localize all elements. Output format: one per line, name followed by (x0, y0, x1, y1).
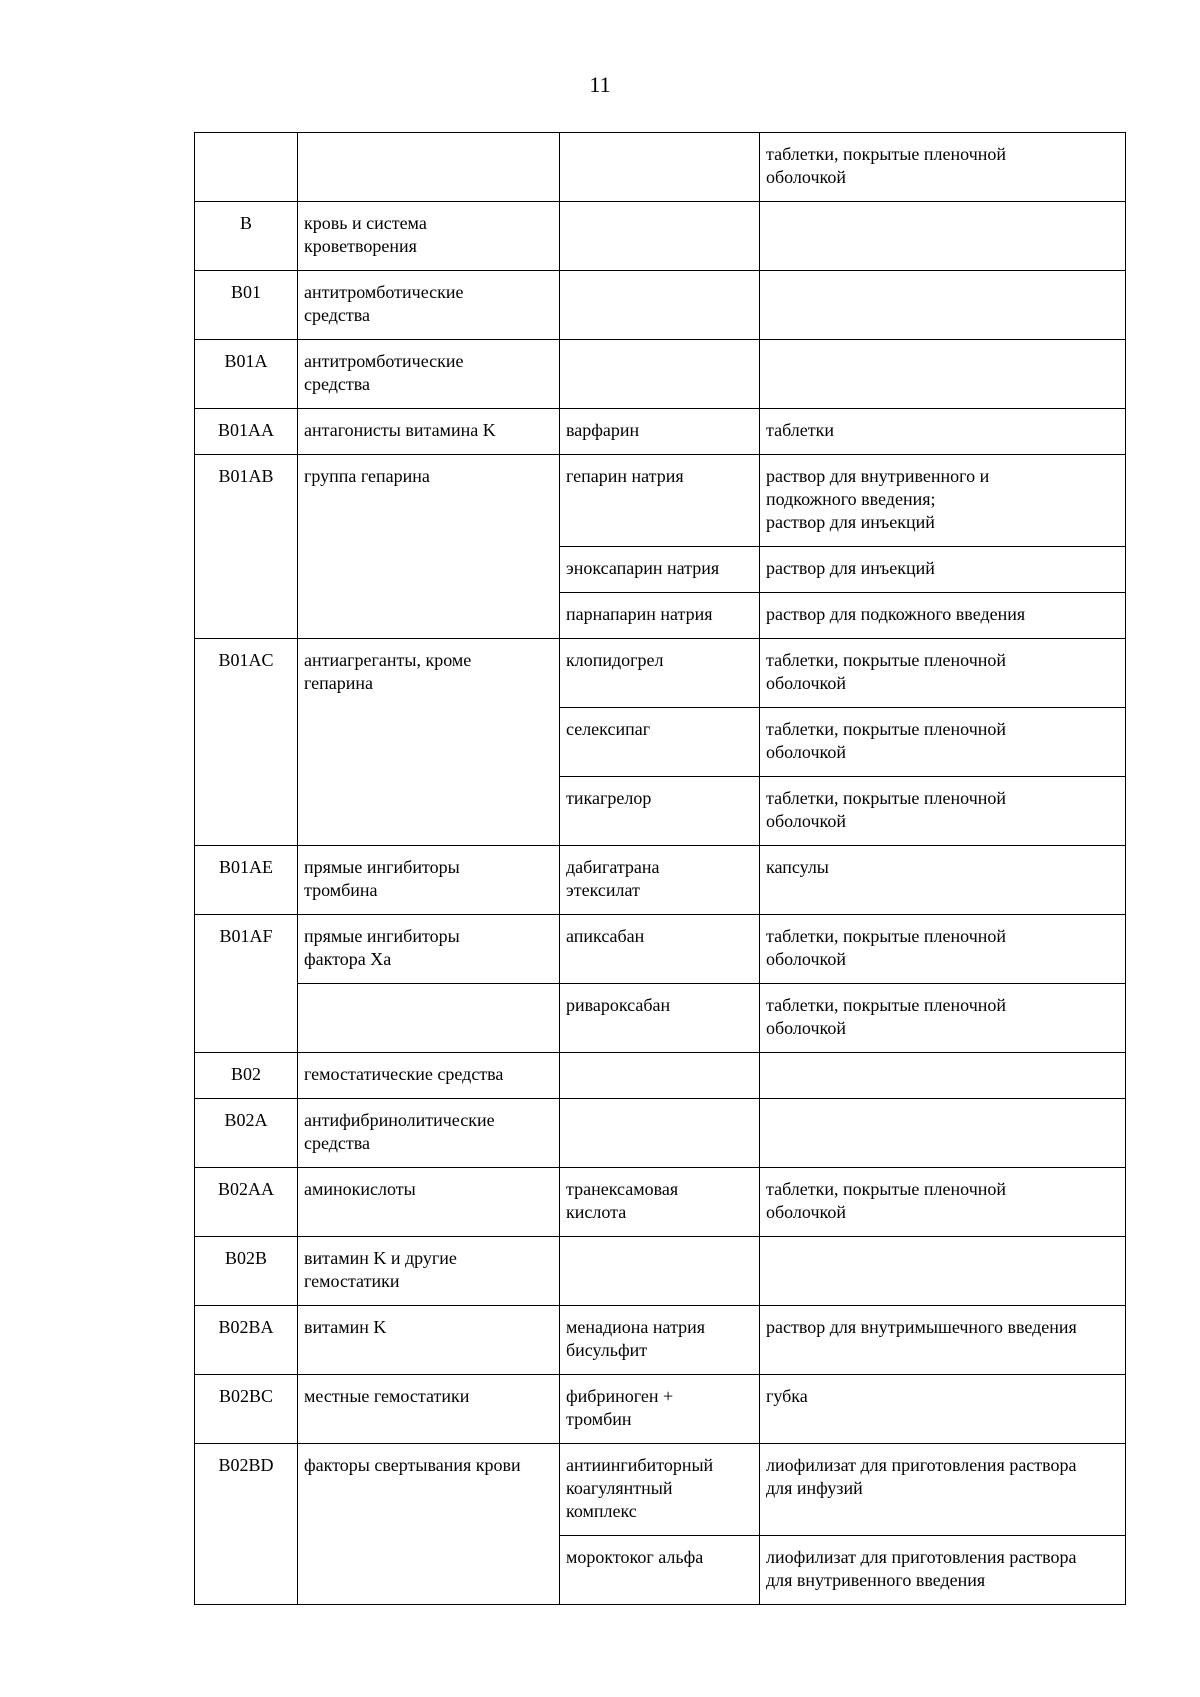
dosage-form-text: для инфузий (766, 1478, 863, 1498)
dosage-form-text: таблетки (766, 420, 835, 440)
dosage-form-cell (760, 202, 1126, 271)
group-name-text: антифибринолитические (304, 1110, 495, 1130)
dosage-form-text: оболочкой (766, 167, 846, 187)
group-name-cell (298, 1237, 560, 1306)
dosage-form-cell (760, 1306, 1126, 1375)
group-name-text: гепарина (304, 673, 374, 693)
atc-code-cell: B02BC (195, 1375, 298, 1444)
group-name-text: средства (304, 305, 371, 325)
atc-code-cell: B01A (195, 340, 298, 409)
dosage-form-cell (760, 1375, 1126, 1444)
dosage-form-text: таблетки, покрытые пленочной (766, 650, 1007, 670)
dosage-form-cell (760, 915, 1126, 984)
dosage-form-cell (760, 1168, 1126, 1237)
dosage-form-cell (760, 1536, 1126, 1605)
dosage-form-text: для внутривенного введения (766, 1570, 986, 1590)
drug-name-text: апиксабан (566, 926, 645, 946)
group-name-text: антитромботические (304, 282, 464, 302)
drug-name-cell (560, 846, 760, 915)
dosage-form-cell (760, 708, 1126, 777)
group-name-text: факторы свертывания крови (304, 1455, 521, 1475)
dosage-form-text: оболочкой (766, 811, 846, 831)
drug-name-text: антиингибиторный (566, 1455, 714, 1475)
dosage-form-text: таблетки, покрытые пленочной (766, 719, 1007, 739)
dosage-form-cell (760, 133, 1126, 202)
table-row (195, 133, 1126, 202)
drug-name-cell (560, 1053, 760, 1099)
page-number: 11 (589, 72, 611, 97)
dosage-form-text: таблетки, покрытые пленочной (766, 788, 1007, 808)
table-row (195, 1099, 1126, 1168)
table-row (195, 1237, 1126, 1306)
group-name-cell (298, 455, 560, 639)
group-name-text: тромбина (304, 880, 378, 900)
drug-name-cell (560, 202, 760, 271)
drug-name-text: варфарин (566, 420, 640, 440)
atc-code-cell: B02BD (195, 1444, 298, 1605)
drug-name-cell (560, 984, 760, 1053)
table-row (195, 1053, 1126, 1099)
table-row (195, 409, 1126, 455)
drug-name-cell (560, 1237, 760, 1306)
group-name-cell (298, 1444, 560, 1605)
atc-code-cell: B02B (195, 1237, 298, 1306)
group-name-cell (298, 133, 560, 202)
drug-name-text: менадиона натрия (566, 1317, 706, 1337)
group-name-text: витамин K (304, 1317, 387, 1337)
group-name-text: средства (304, 374, 371, 394)
drug-name-text: транексамовая (566, 1179, 679, 1199)
dosage-form-cell (760, 547, 1126, 593)
dosage-form-cell (760, 1099, 1126, 1168)
drug-name-cell (560, 1375, 760, 1444)
dosage-form-text: оболочкой (766, 1202, 846, 1222)
dosage-form-text: оболочкой (766, 742, 846, 762)
drug-name-cell (560, 593, 760, 639)
atc-code-cell: B02A (195, 1099, 298, 1168)
drug-name-text: клопидогрел (566, 650, 664, 670)
drug-name-cell (560, 1536, 760, 1605)
group-name-text: антитромботические (304, 351, 464, 371)
group-name-text: антагонисты витамина K (304, 420, 496, 440)
dosage-form-cell (760, 1444, 1126, 1536)
table-row (195, 1444, 1126, 1536)
drug-name-cell (560, 639, 760, 708)
drug-name-cell (560, 1168, 760, 1237)
drug-name-text: мороктоког альфа (566, 1547, 704, 1567)
dosage-form-text: лиофилизат для приготовления раствора (766, 1547, 1077, 1567)
drug-name-cell (560, 915, 760, 984)
group-name-text: местные гемостатики (304, 1386, 470, 1406)
drug-name-text: фибриноген + (566, 1386, 674, 1406)
group-name-cell (298, 340, 560, 409)
group-name-text: кровь и система (304, 213, 427, 233)
drug-name-text: кислота (566, 1202, 627, 1222)
drug-name-text: коагулянтный (566, 1478, 673, 1498)
group-name-cell (298, 1168, 560, 1237)
table-row (195, 455, 1126, 547)
drug-name-cell (560, 409, 760, 455)
group-name-text: гемостатические средства (304, 1064, 504, 1084)
drug-name-text: ривароксабан (566, 995, 671, 1015)
dosage-form-text: капсулы (766, 857, 829, 877)
drug-name-text: парнапарин натрия (566, 604, 713, 624)
table-row (195, 271, 1126, 340)
drug-name-cell (560, 1444, 760, 1536)
atc-code-cell (195, 133, 298, 202)
dosage-form-text: лиофилизат для приготовления раствора (766, 1455, 1077, 1475)
group-name-text: прямые ингибиторы (304, 926, 460, 946)
group-name-text: гемостатики (304, 1271, 400, 1291)
drug-name-text: эноксапарин натрия (566, 558, 720, 578)
dosage-form-text: раствор для внутривенного и (766, 466, 990, 486)
group-name-text: витамин K и другие (304, 1248, 457, 1268)
atc-code-cell: B01AB (195, 455, 298, 639)
drug-name-cell (560, 708, 760, 777)
group-name-text: аминокислоты (304, 1179, 416, 1199)
group-name-text: группа гепарина (304, 466, 430, 486)
dosage-form-cell (760, 1053, 1126, 1099)
table-row (195, 202, 1126, 271)
table-row (195, 639, 1126, 708)
drug-name-cell (560, 777, 760, 846)
dosage-form-text: раствор для подкожного введения (766, 604, 1026, 624)
drug-name-cell (560, 133, 760, 202)
group-name-cell (298, 1375, 560, 1444)
dosage-form-cell (760, 340, 1126, 409)
group-name-cell (298, 1306, 560, 1375)
atc-code-cell: B01AC (195, 639, 298, 846)
drug-name-cell (560, 547, 760, 593)
group-name-cell (298, 1099, 560, 1168)
group-name-text: кроветворения (304, 236, 417, 256)
drug-name-text: тромбин (566, 1409, 632, 1429)
table-row (195, 1168, 1126, 1237)
group-name-cell (298, 915, 560, 984)
atc-code-cell: B01AE (195, 846, 298, 915)
dosage-form-text: раствор для внутримышечного введения (766, 1317, 1077, 1337)
atc-code-cell: B01AF (195, 915, 298, 1053)
dosage-form-cell (760, 777, 1126, 846)
drug-name-cell (560, 1099, 760, 1168)
drug-name-cell (560, 1306, 760, 1375)
drug-classification-table (194, 132, 1126, 1605)
atc-code-cell: B01AA (195, 409, 298, 455)
table-row (195, 340, 1126, 409)
dosage-form-text: таблетки, покрытые пленочной (766, 926, 1007, 946)
dosage-form-text: оболочкой (766, 673, 846, 693)
drug-name-text: дабигатрана (566, 857, 660, 877)
group-name-text: антиагреганты, кроме (304, 650, 472, 670)
drug-name-text: бисульфит (566, 1340, 648, 1360)
dosage-form-cell (760, 984, 1126, 1053)
drug-name-cell (560, 271, 760, 340)
atc-code-cell: B (195, 202, 298, 271)
table-row (195, 1375, 1126, 1444)
table-row (195, 984, 1126, 1053)
dosage-form-text: оболочкой (766, 949, 846, 969)
group-name-text: прямые ингибиторы (304, 857, 460, 877)
atc-code-cell: B01 (195, 271, 298, 340)
dosage-form-cell (760, 409, 1126, 455)
drug-name-text: комплекс (566, 1501, 637, 1521)
table-row (195, 915, 1126, 984)
dosage-form-cell (760, 846, 1126, 915)
dosage-form-text: раствор для инъекций (766, 512, 935, 532)
group-name-text: средства (304, 1133, 371, 1153)
dosage-form-cell (760, 593, 1126, 639)
group-name-text: фактора Xa (304, 949, 392, 969)
group-name-cell (298, 1053, 560, 1099)
dosage-form-text: оболочкой (766, 1018, 846, 1038)
dosage-form-text: таблетки, покрытые пленочной (766, 995, 1007, 1015)
dosage-form-text: подкожного введения; (766, 489, 936, 509)
group-name-cell (298, 202, 560, 271)
group-name-cell (298, 846, 560, 915)
table-row (195, 846, 1126, 915)
drug-name-text: тикагрелор (566, 788, 652, 808)
group-name-cell (298, 639, 560, 846)
dosage-form-cell (760, 455, 1126, 547)
atc-code-cell: B02 (195, 1053, 298, 1099)
drug-name-text: селексипаг (566, 719, 651, 739)
dosage-form-cell (760, 271, 1126, 340)
group-name-cell (298, 409, 560, 455)
dosage-form-text: губка (766, 1386, 808, 1406)
group-name-cell (298, 271, 560, 340)
drug-name-cell (560, 340, 760, 409)
drug-name-text: этексилат (566, 880, 640, 900)
dosage-form-cell (760, 1237, 1126, 1306)
table-row (195, 1306, 1126, 1375)
group-name-cell (298, 984, 560, 1053)
dosage-form-text: таблетки, покрытые пленочной (766, 1179, 1007, 1199)
drug-name-cell (560, 455, 760, 547)
atc-code-cell: B02AA (195, 1168, 298, 1237)
dosage-form-text: раствор для инъекций (766, 558, 935, 578)
drug-name-text: гепарин натрия (566, 466, 684, 486)
atc-code-cell: B02BA (195, 1306, 298, 1375)
dosage-form-cell (760, 639, 1126, 708)
dosage-form-text: таблетки, покрытые пленочной (766, 144, 1007, 164)
